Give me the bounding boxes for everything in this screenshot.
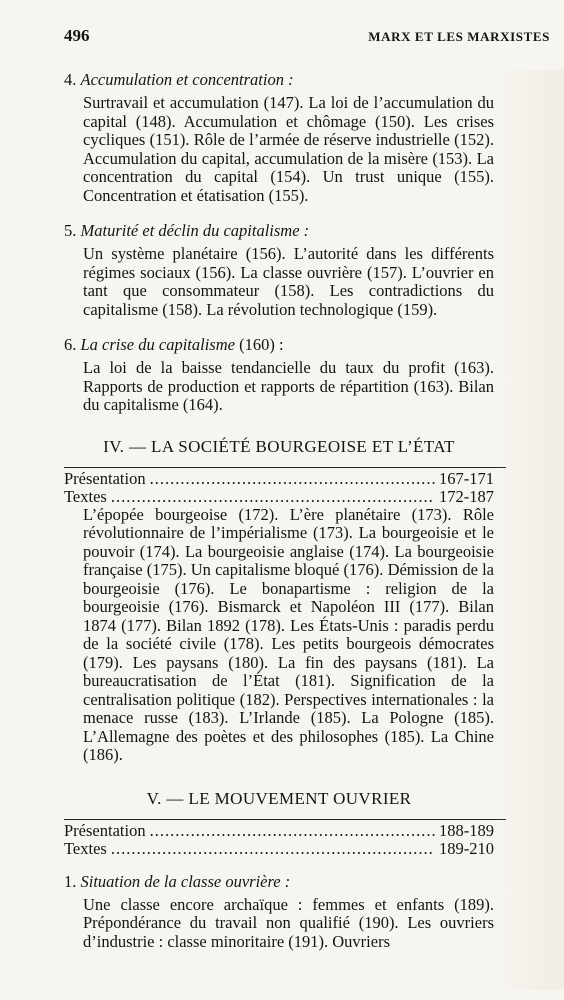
toc-label: Présentation [64, 820, 146, 840]
page-edge-shadow [494, 70, 564, 990]
subsection-entries: Une classe encore archaïque : femmes et enfants (189). Prépondérance du travail non qualifié (190). Les ouvriers d’industrie : classe minoritaire (191). Ouvriers [83, 894, 494, 951]
subsection-heading [64, 335, 494, 355]
toc-line-presentation [64, 822, 494, 840]
subsection-title: La crise du capitalisme [80, 335, 235, 354]
subsection-title: Accumulation et concentration : [80, 70, 294, 89]
section-entries: L’épopée bourgeoise (172). L’ère planétaire (173). Rôle révolutionnaire de l’impérialisme (173). La bourgeoisie et le pouvoir (174). La bourgeoisie anglaise (174). La bourgeoisie française (175). Un capitalisme bloqué (176). Démission de la bourgeoisie (176). Le bonapartisme : religion de la bourgeoisie (176). Bismarck et Napoléon III (177). Bilan 1874 (177). Bilan 1892 (178). Les États-Unis : paradis perdu de la société civile (178). Les petits bourgeois démocrates (179). Les paysans (180). La fin des paysans (181). La bureaucratisation de l’État (181). Signification de la centralisation politique (182). Perspectives internationales : la menace russe (183). L’Irlande (185). La Pologne (185). L’Allemagne des poètes et des philosophes (185). La Chine (186). [83, 504, 494, 764]
toc-pages: 172-187 [439, 486, 494, 506]
subsection-title-pages: (160) : [234, 335, 284, 354]
subsection-maturite [64, 221, 494, 319]
subsection-entries: Surtravail et accumulation (147). La loi de l’accumulation du capital (148). Accumulation et chômage (150). Les crises cycliques (151). Rôle de l’armée de réserve industrielle (152). Accumulation du capital, accumulation de la misère (153). La concentration du capital (154). Un trust unique (155). Concentration et étatisation (155). [83, 93, 494, 205]
toc-pages: 189-210 [439, 838, 494, 858]
running-title: MARX ET LES MARXISTES [368, 29, 550, 44]
toc-pages: 188-189 [439, 820, 494, 840]
running-head [64, 26, 550, 46]
section-heading-v: V. — LE MOUVEMENT OUVRIER [146, 788, 412, 808]
subsection-title: Maturité et déclin du capitalisme : [80, 221, 310, 240]
subsection-heading [64, 70, 494, 90]
table-of-contents [64, 70, 494, 951]
dot-leader [111, 840, 435, 858]
dot-leader [111, 488, 435, 506]
subsection-heading [64, 221, 494, 241]
section-rule [64, 467, 506, 468]
page-number: 496 [64, 26, 90, 45]
subsection-number: 5. [64, 221, 77, 240]
dot-leader [150, 470, 435, 488]
section-heading-iv: IV. — LA SOCIÉTÉ BOURGEOISE ET L’ÉTAT [103, 436, 455, 456]
subsection-crise [64, 335, 494, 415]
toc-pages: 167-171 [439, 468, 494, 488]
subsection-number: 6. [64, 335, 77, 354]
subsection-accumulation [64, 70, 494, 205]
toc-label: Textes [64, 486, 107, 506]
toc-line-textes [64, 840, 494, 858]
toc-label: Présentation [64, 468, 146, 488]
section-rule [64, 819, 506, 820]
toc-label: Textes [64, 838, 107, 858]
subsection-entries: Un système planétaire (156). L’autorité dans les différents régimes sociaux (156). La classe ouvrière (157). L’ouvrier en tant que consommateur (158). Les contradictions du capitalisme (158). La révolution technologique (159). [83, 244, 494, 319]
toc-line-presentation [64, 470, 494, 488]
toc-line-textes [64, 488, 494, 506]
subsection-heading [64, 872, 494, 892]
subsection-number: 4. [64, 70, 77, 89]
dot-leader [150, 822, 435, 840]
subsection-number: 1. [64, 871, 77, 891]
subsection-entries: La loi de la baisse tendancielle du taux du profit (163). Rapports de production et rapports de répartition (163). Bilan du capitalisme (164). [83, 358, 494, 414]
subsection-title: Situation de la classe ouvrière : [80, 871, 291, 891]
